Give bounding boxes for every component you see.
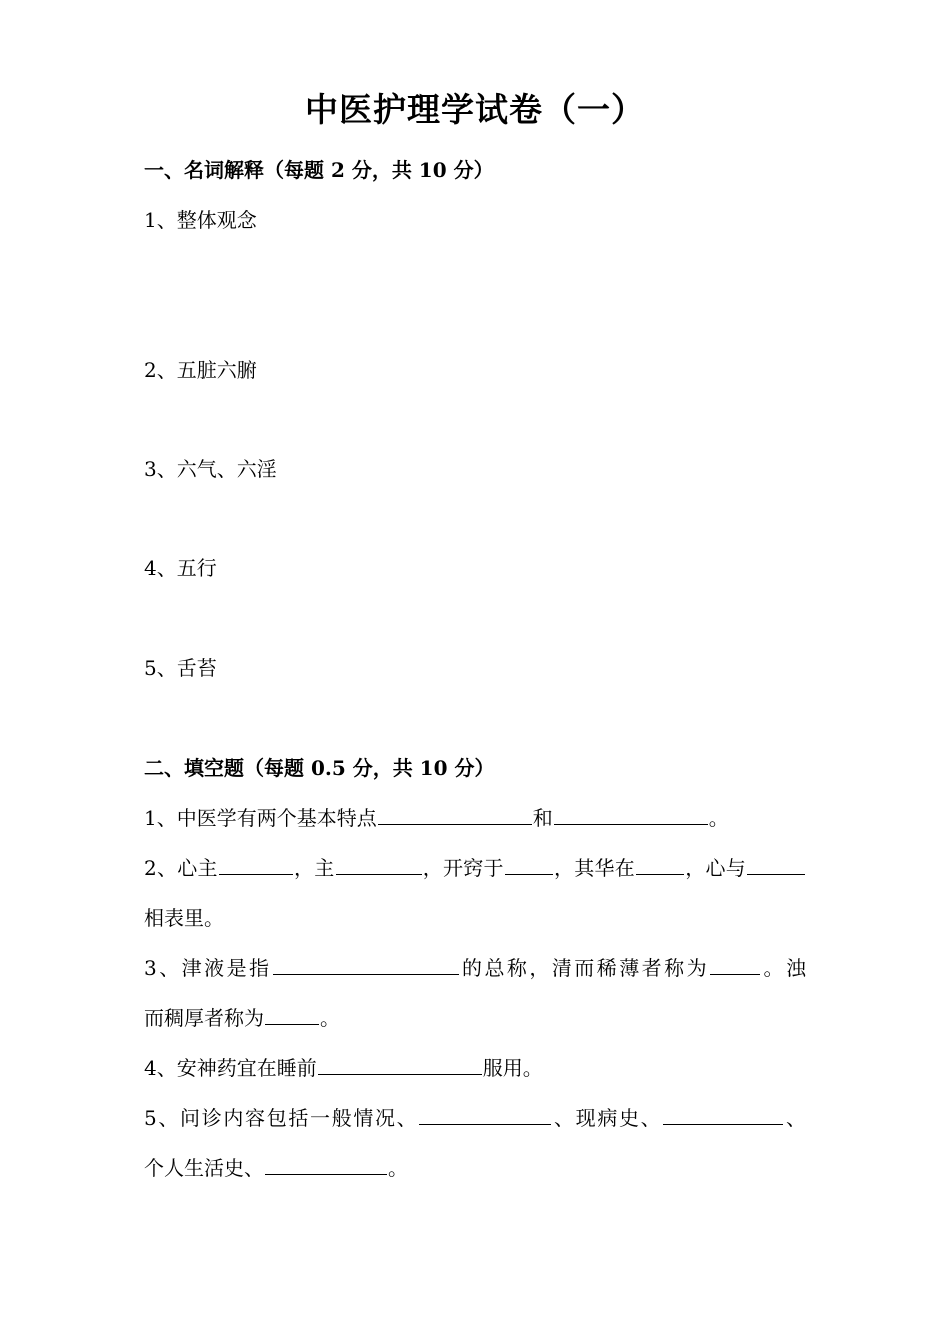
fill-question-4	[144, 1053, 543, 1083]
answer-blank[interactable]	[378, 804, 532, 825]
answer-blank[interactable]	[554, 804, 708, 825]
q2-text-a: 2、心主	[144, 856, 218, 880]
term-item-3: 3、六气、六淫	[144, 457, 277, 481]
fill-question-3	[144, 953, 806, 983]
q3-text-b: 的总称，清而稀薄者称为	[459, 956, 710, 980]
q4-text-a: 4、安神药宜在睡前	[144, 1056, 317, 1080]
fill-question-1	[144, 803, 729, 833]
answer-blank[interactable]	[663, 1104, 783, 1125]
q2-text-b: ，主	[293, 856, 335, 880]
q4-text-b: 服用。	[482, 1056, 543, 1080]
answer-blank[interactable]	[636, 854, 684, 875]
answer-blank[interactable]	[318, 1054, 482, 1075]
q5-text-b: 、现病史、	[552, 1106, 663, 1130]
q5-text-c: 、	[784, 1106, 807, 1130]
q5-text-a: 5、问诊内容包括一般情况、	[144, 1106, 419, 1130]
q3-text-a: 3、津液是指	[144, 956, 272, 980]
q5-text-d: 个人生活史、	[144, 1156, 264, 1180]
answer-blank[interactable]	[336, 854, 422, 875]
answer-blank[interactable]	[710, 954, 760, 975]
answer-blank[interactable]	[265, 1004, 319, 1025]
q3-text-e: 。	[320, 1006, 340, 1030]
answer-blank[interactable]	[265, 1154, 387, 1175]
q1-text-c: 。	[708, 806, 729, 830]
term-item-2: 2、五脏六腑	[144, 358, 257, 382]
term-item-1: 1、整体观念	[144, 208, 257, 232]
answer-blank[interactable]	[219, 854, 293, 875]
page-title: 中医护理学试卷（一）	[305, 90, 645, 129]
section-2-heading: 二、填空题（每题 0.5 分，共 10 分）	[144, 756, 495, 780]
q1-text-b: 和	[532, 806, 553, 830]
q3-text-c: 。浊	[761, 956, 807, 980]
fill-question-5-cont	[144, 1153, 408, 1183]
q5-text-e: 。	[388, 1156, 408, 1180]
answer-blank[interactable]	[273, 954, 459, 975]
fill-question-3-cont	[144, 1003, 340, 1033]
q2-text-e: ，心与	[685, 856, 747, 880]
q2-text-f: 相表里。	[144, 906, 224, 930]
q1-text-a: 1、中医学有两个基本特点	[144, 806, 377, 830]
fill-question-5	[144, 1103, 806, 1133]
q2-text-d: ，其华在	[553, 856, 636, 880]
term-item-5: 5、舌苔	[144, 656, 217, 680]
term-item-4: 4、五行	[144, 556, 217, 580]
answer-blank[interactable]	[419, 1104, 551, 1125]
section-1-heading: 一、名词解释（每题 2 分，共 10 分）	[144, 158, 494, 182]
q3-text-d: 而稠厚者称为	[144, 1006, 264, 1030]
fill-question-2	[144, 853, 806, 883]
answer-blank[interactable]	[505, 854, 553, 875]
q2-text-c: ，开窍于	[422, 856, 504, 880]
answer-blank[interactable]	[747, 854, 805, 875]
